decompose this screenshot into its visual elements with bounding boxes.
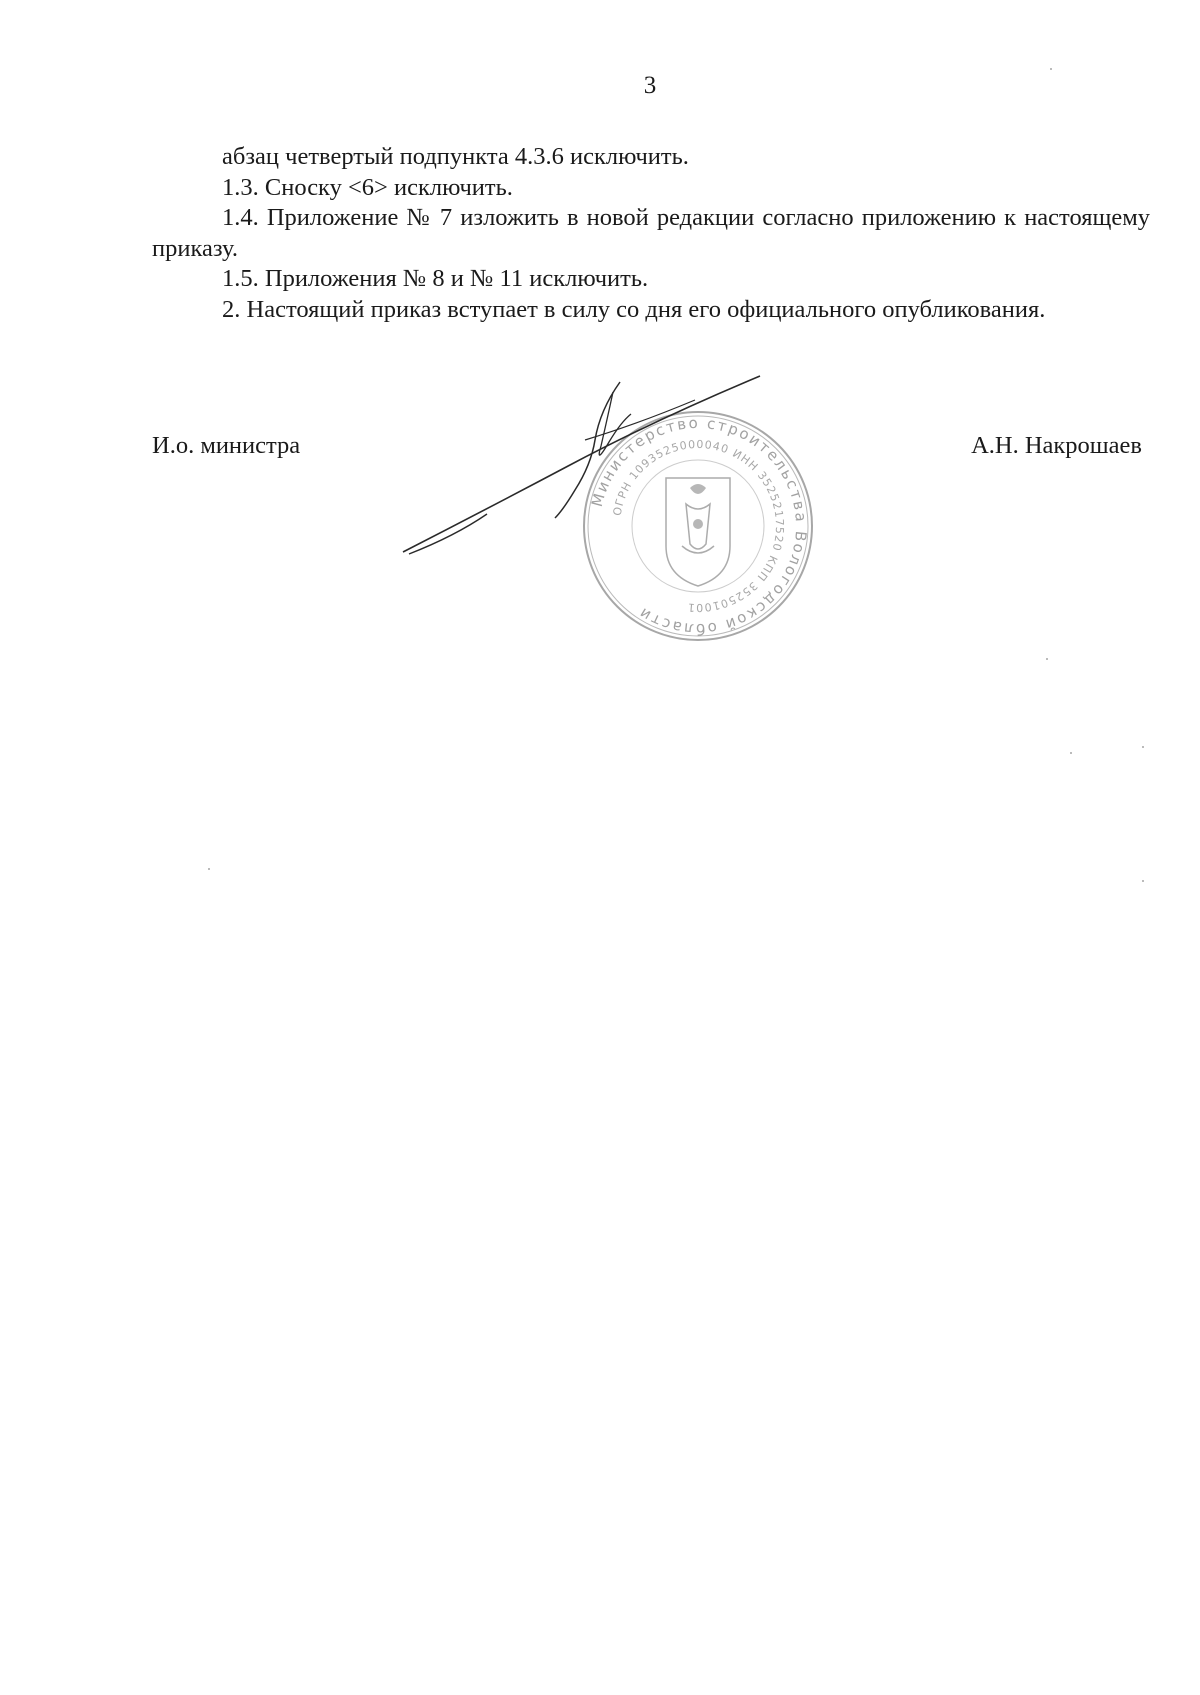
scan-speck <box>1070 752 1072 754</box>
scan-speck <box>1050 68 1052 70</box>
page-number: 3 <box>643 72 657 99</box>
paragraph-2: 1.3. Сноску <6> исключить. <box>222 173 513 201</box>
scan-speck <box>208 868 210 870</box>
scan-speck <box>1142 746 1144 748</box>
signatory-position: И.о. министра <box>152 432 301 459</box>
document-body <box>152 142 1150 325</box>
handwritten-signature-image <box>395 370 775 570</box>
scan-speck <box>1142 880 1144 882</box>
paragraph-3: 1.4. Приложение № 7 изложить в новой редакции согласно приложению к настоящему приказу. <box>152 204 1150 262</box>
signatory-name: А.Н. Накрошаев <box>971 432 1142 459</box>
scan-speck <box>1046 658 1048 660</box>
paragraph-4: 1.5. Приложения № 8 и № 11 исключить. <box>222 265 649 292</box>
paragraph-1: абзац четвертый подпункта 4.3.6 исключить. <box>222 143 689 170</box>
paragraph-5: 2. Настоящий приказ вступает в силу со дня его официального опубликования. <box>222 295 1046 323</box>
seal-inner-text: ОГРН 1093525000040 ИНН 3525217520 КПП 352501001 <box>610 437 787 615</box>
seal-outer-text: Министерство строительства Вологодской области <box>587 413 811 639</box>
